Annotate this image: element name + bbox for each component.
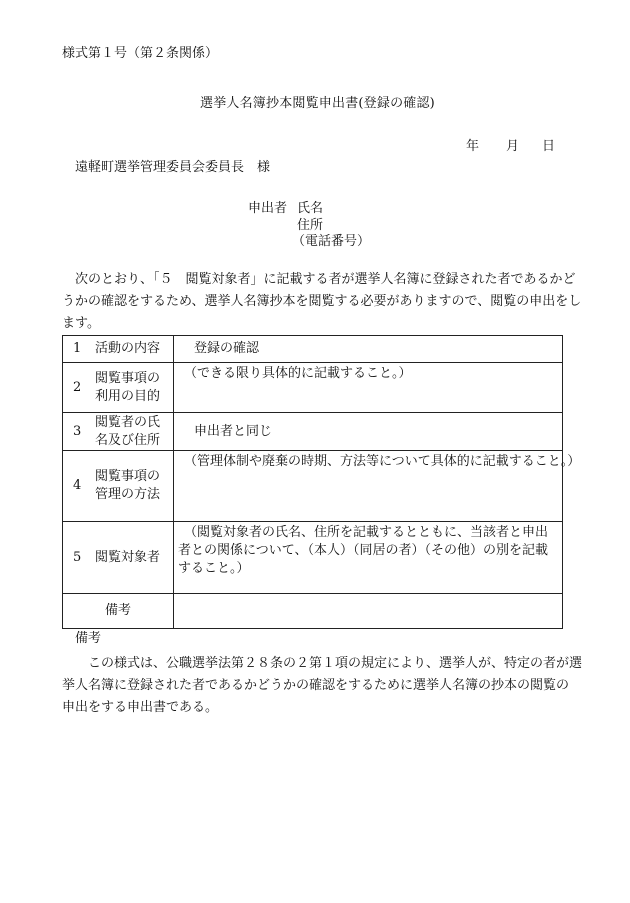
applicant-name-label: 氏名 <box>297 201 324 216</box>
row-value: （管理体制や廃棄の時期、方法等について具体的に記載すること。） <box>184 454 581 469</box>
activity-value-cell[interactable] <box>174 336 563 363</box>
footnote-line: この様式は、公職選挙法第２８条の２第１項の規定により、選挙人が、特定の者が選 <box>88 656 583 671</box>
label-cell <box>63 451 174 522</box>
footnote-line: 申出をする申出書である。 <box>62 700 219 715</box>
row-number: 2 <box>73 379 82 395</box>
intro-line: 次のとおり、「５ 閲覧対象者」に記載する者が選挙人名簿に登録された者であるかど <box>75 272 576 287</box>
row-number: 1 <box>73 341 82 356</box>
row-label: 閲覧対象者 <box>95 549 161 565</box>
application-table <box>62 335 581 629</box>
row-number: 4 <box>73 478 82 493</box>
table-row-target <box>63 522 563 594</box>
applicant-label: 申出者 <box>248 201 288 216</box>
date-year-label: 年 <box>466 139 480 154</box>
intro-paragraph <box>62 269 582 335</box>
row-value: 申出者と同じ <box>194 423 273 439</box>
footnote-title: 備考 <box>75 631 102 646</box>
row-value: 登録の確認 <box>194 341 260 356</box>
row-label: 活動の内容 <box>95 341 161 356</box>
footnote-body <box>62 653 583 719</box>
intro-line: ます。 <box>62 316 100 331</box>
date-day-label: 日 <box>542 139 556 154</box>
row-number: 5 <box>73 549 82 565</box>
date-month-label: 月 <box>506 139 520 154</box>
footnote-line: 挙人名簿に登録された者であるかどうかの確認をするために選挙人名簿の抄本の閲覧の <box>62 678 570 693</box>
intro-line: うかの確認をするため、選挙人名簿抄本を閲覧する必要がありますので、閲覧の申出をし <box>62 294 582 309</box>
label-cell <box>63 522 174 594</box>
row-number: 3 <box>73 423 82 439</box>
label-cell <box>63 336 174 363</box>
purpose-value-cell[interactable] <box>174 363 563 413</box>
row-value: （閲覧対象者の氏名、住所を記載するとともに、当該者と申出者との関係について、（本人）（同居の者）（その他）の別を記載すること。） <box>178 525 549 576</box>
remarks-label-cell <box>63 594 174 629</box>
row-label: 閲覧事項の利用の目的 <box>95 370 161 404</box>
label-cell <box>63 413 174 451</box>
table-row-activity <box>63 336 563 363</box>
label-cell <box>63 363 174 413</box>
applicant-phone-label: （電話番号） <box>292 234 371 249</box>
row-value: （できる限り具体的に記載すること。） <box>184 366 412 381</box>
document-title: 選挙人名簿抄本閲覧申出書(登録の確認) <box>200 96 435 111</box>
management-value-cell[interactable] <box>174 451 581 522</box>
form-number: 様式第１号（第２条関係） <box>62 46 219 61</box>
table-row-remarks <box>63 594 563 629</box>
viewer-value-cell[interactable] <box>174 413 563 451</box>
row-label: 閲覧事項の管理の方法 <box>95 469 161 502</box>
remarks-value-cell[interactable] <box>174 594 563 629</box>
applicant-address-label: 住所 <box>297 218 324 233</box>
target-value-cell[interactable] <box>174 522 563 594</box>
row-label: 閲覧者の氏名及び住所 <box>95 414 161 448</box>
addressee: 遠軽町選挙管理委員会委員長 様 <box>75 160 271 175</box>
table-row-viewer <box>63 413 563 451</box>
remarks-label: 備考 <box>104 603 131 618</box>
table-row-management <box>63 451 563 522</box>
table-row-purpose <box>63 363 563 413</box>
